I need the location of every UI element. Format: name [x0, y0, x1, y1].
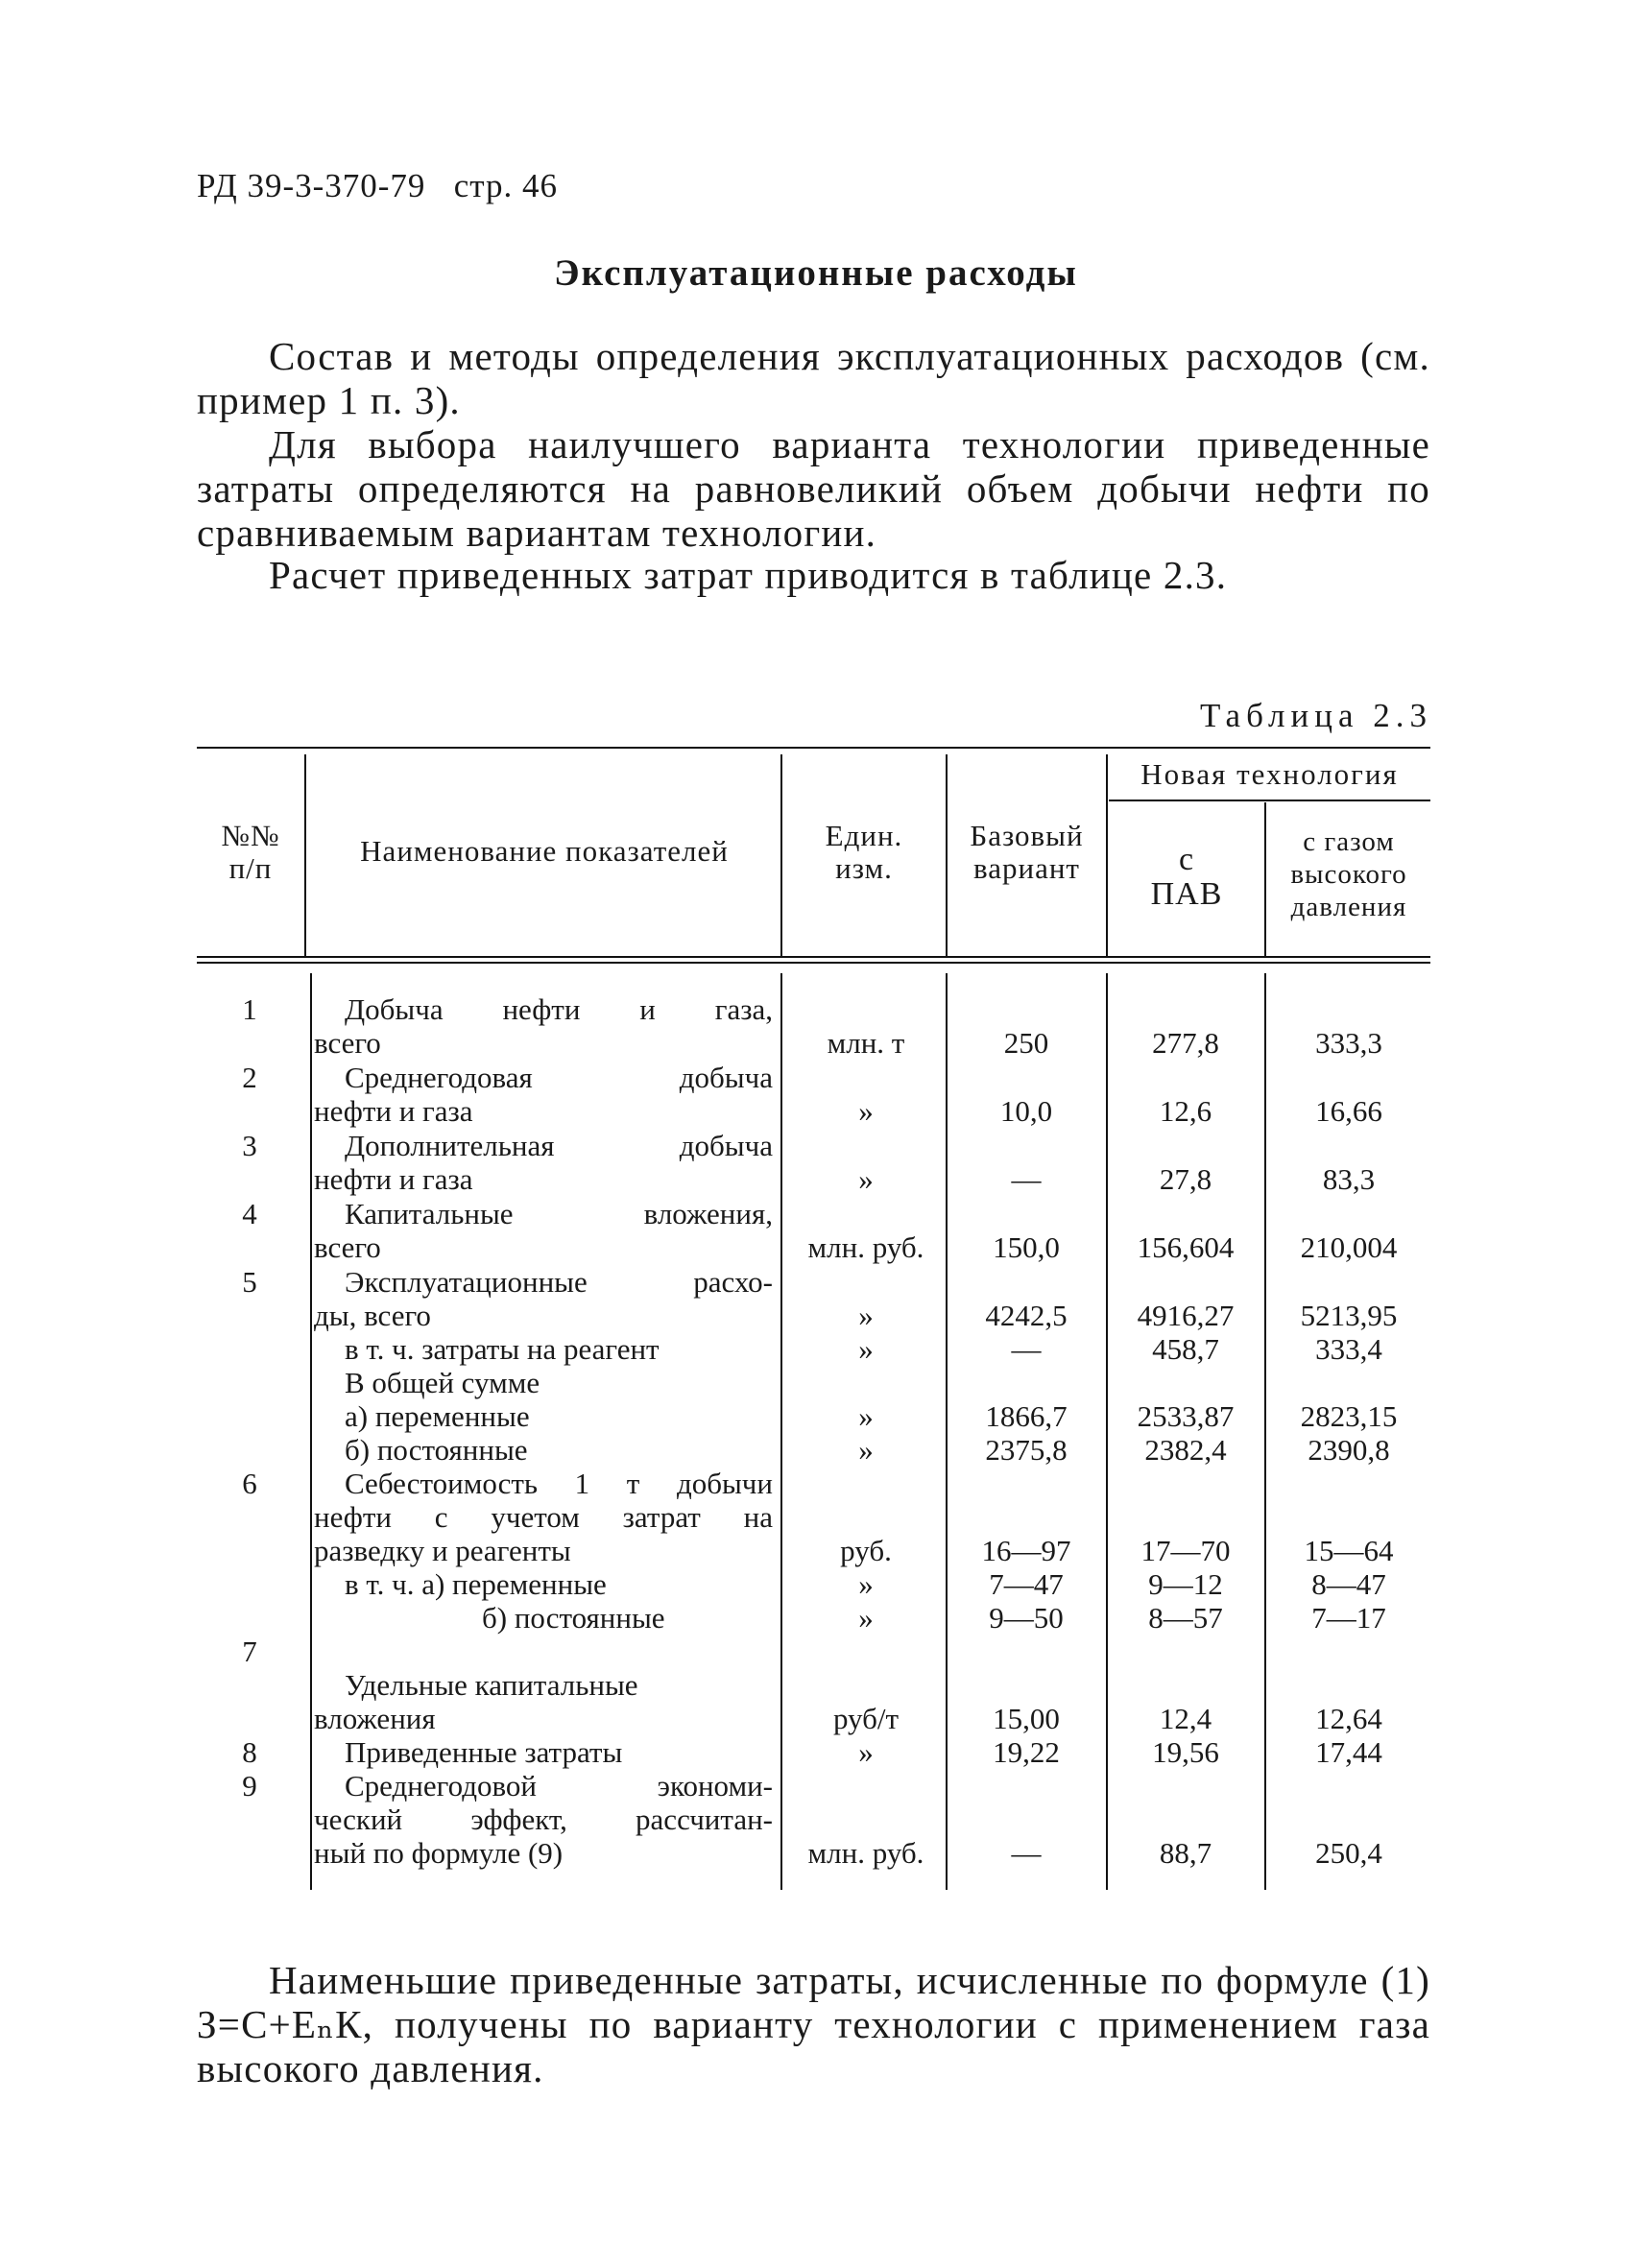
row-gas: 2390,8: [1308, 1433, 1390, 1467]
row-unit: »: [858, 1332, 874, 1366]
section-title: Эксплуатационные расходы: [554, 252, 1078, 294]
row-base: —: [1011, 1332, 1042, 1366]
row-gas: 12,64: [1315, 1702, 1382, 1735]
page-number: стр. 46: [453, 167, 558, 204]
row-name: в т. ч. а) переменные: [345, 1567, 607, 1601]
header-base: Базовый вариант: [970, 819, 1084, 885]
table-caption: Таблица 2.3: [1200, 697, 1432, 734]
row-pav: 19,56: [1152, 1735, 1219, 1769]
row-pav: 458,7: [1152, 1332, 1219, 1366]
header-pav: с ПАВ: [1150, 842, 1223, 912]
paragraph-selection: Для выбора наилучшего варианта технологии приведенные затраты определяются на равновеликий объем добычи нефти по сравниваемым вариантам технологии.: [197, 422, 1430, 555]
row-pav: 88,7: [1159, 1836, 1212, 1870]
header-gas: с газом высокого давления: [1290, 826, 1407, 922]
row-no: 7: [242, 1635, 257, 1668]
row-unit: млн. руб.: [807, 1836, 924, 1870]
row-name: Эксплуатационные расхо-: [345, 1265, 773, 1299]
row-gas: 2823,15: [1300, 1399, 1398, 1433]
row-name-cont: ческий эффект, рассчитан-: [314, 1802, 773, 1836]
row-unit: »: [858, 1735, 874, 1769]
row-name-cont: нефти и газа: [314, 1094, 473, 1128]
row-name-cont: ды, всего: [314, 1299, 431, 1332]
row-base: —: [1011, 1836, 1042, 1870]
row-gas: 333,3: [1315, 1026, 1382, 1060]
row-no: 5: [242, 1265, 257, 1299]
paragraph-composition: Состав и методы определения эксплуатационных расходов (см. пример 1 п. 3).: [197, 334, 1430, 422]
row-gas: 5213,95: [1300, 1299, 1398, 1332]
row-unit: »: [858, 1094, 874, 1128]
vline-h5: [1264, 802, 1266, 958]
row-unit: млн. руб.: [807, 1230, 924, 1264]
row-name-cont: разведку и реагенты: [314, 1534, 571, 1567]
header-no: №№ п/п: [221, 819, 280, 885]
paragraph-calculation: Расчет приведенных затрат приводится в таблице 2.3.: [269, 553, 1228, 597]
row-no: 8: [242, 1735, 257, 1769]
vline-b5: [1264, 973, 1266, 1890]
row-name-cont: нефти с учетом затрат на: [314, 1500, 773, 1534]
row-unit: млн. т: [827, 1026, 905, 1060]
vline-b4: [1106, 973, 1108, 1890]
row-no: 3: [242, 1129, 257, 1162]
row-pav: 9—12: [1148, 1567, 1223, 1601]
row-base: 2375,8: [985, 1433, 1068, 1467]
header-bottom-rule-2: [197, 962, 1430, 964]
table-top-rule: [197, 747, 1430, 749]
row-base: 4242,5: [985, 1299, 1068, 1332]
row-gas: 15—64: [1304, 1534, 1394, 1567]
row-base: 250: [1003, 1026, 1049, 1060]
row-unit: »: [858, 1399, 874, 1433]
row-name-cont: всего: [314, 1230, 381, 1264]
row-pav: 27,8: [1159, 1162, 1212, 1196]
row-name: б) постоянные: [345, 1433, 528, 1467]
row-base: 9—50: [989, 1601, 1064, 1635]
row-name-cont: всего: [314, 1026, 381, 1060]
row-pav: 2382,4: [1144, 1433, 1227, 1467]
doc-ref: РД 39-3-370-79: [197, 167, 426, 204]
row-gas: 17,44: [1315, 1735, 1382, 1769]
header-unit: Един. изм.: [825, 819, 903, 885]
row-base: 7—47: [989, 1567, 1064, 1601]
row-base: —: [1011, 1162, 1042, 1196]
row-gas: 7—17: [1311, 1601, 1386, 1635]
row-base: 15,00: [993, 1702, 1060, 1735]
row-gas: 210,004: [1300, 1230, 1398, 1264]
row-pav: 4916,27: [1137, 1299, 1235, 1332]
row-pav: 277,8: [1152, 1026, 1219, 1060]
row-pav: 8—57: [1148, 1601, 1223, 1635]
page-header: [197, 167, 558, 205]
header-bottom-rule: [197, 956, 1430, 958]
row-gas: 16,66: [1315, 1094, 1382, 1128]
row-unit: »: [858, 1601, 874, 1635]
row-unit: руб/т: [832, 1702, 900, 1735]
row-base: 19,22: [993, 1735, 1060, 1769]
row-pav: 12,4: [1159, 1702, 1212, 1735]
row-name: Капитальные вложения,: [345, 1197, 773, 1230]
row-pav: 12,6: [1159, 1094, 1212, 1128]
row-name: Приведенные затраты: [345, 1735, 623, 1769]
paragraph-conclusion: Наименьшие приведенные затраты, исчисленные по формуле (1) З=С+EₙК, получены по варианту технологии с применением газа высокого давления.: [197, 1958, 1430, 2090]
row-unit: »: [858, 1162, 874, 1196]
row-name: в т. ч. затраты на реагент: [345, 1332, 660, 1366]
vline-h1: [304, 754, 306, 958]
row-unit: руб.: [840, 1534, 892, 1567]
row-unit: »: [858, 1299, 874, 1332]
row-name-cont: нефти и газа: [314, 1162, 473, 1196]
row-no: 1: [242, 992, 257, 1026]
row-name: Себестоимость 1 т добычи: [345, 1467, 773, 1500]
row-name: В общей сумме: [345, 1366, 540, 1399]
vline-h4: [1106, 754, 1108, 958]
row-unit: »: [858, 1433, 874, 1467]
new-tech-rule: [1109, 800, 1430, 801]
vline-b1: [310, 973, 312, 1890]
row-gas: 333,4: [1315, 1332, 1382, 1366]
row-pav: 156,604: [1137, 1230, 1235, 1264]
header-new-tech: Новая технология: [1140, 757, 1399, 791]
row-no: 9: [242, 1769, 257, 1802]
row-no: 4: [242, 1197, 257, 1230]
cost-table: [197, 747, 1430, 1898]
row-no: 2: [242, 1061, 257, 1094]
row-name: Добыча нефти и газа,: [345, 992, 773, 1026]
row-name: Среднегодовой экономи-: [345, 1769, 773, 1802]
row-name-cont: ный по формуле (9): [314, 1836, 564, 1870]
row-name: Удельные капитальные: [345, 1668, 638, 1702]
row-name: б) постоянные: [482, 1601, 665, 1635]
row-name: а) переменные: [345, 1399, 530, 1433]
row-name-cont: вложения: [314, 1702, 436, 1735]
header-name: Наименование показателей: [360, 834, 729, 868]
row-base: 150,0: [993, 1230, 1060, 1264]
row-base: 16—97: [981, 1534, 1071, 1567]
row-unit: »: [858, 1567, 874, 1601]
row-gas: 250,4: [1315, 1836, 1382, 1870]
row-name: Дополнительная добыча: [345, 1129, 773, 1162]
row-gas: 83,3: [1322, 1162, 1376, 1196]
row-name: Среднегодовая добыча: [345, 1061, 773, 1094]
row-pav: 2533,87: [1137, 1399, 1235, 1433]
row-no: 6: [242, 1467, 257, 1500]
row-pav: 17—70: [1140, 1534, 1231, 1567]
row-gas: 8—47: [1311, 1567, 1386, 1601]
row-base: 1866,7: [985, 1399, 1068, 1433]
row-base: 10,0: [999, 1094, 1053, 1128]
